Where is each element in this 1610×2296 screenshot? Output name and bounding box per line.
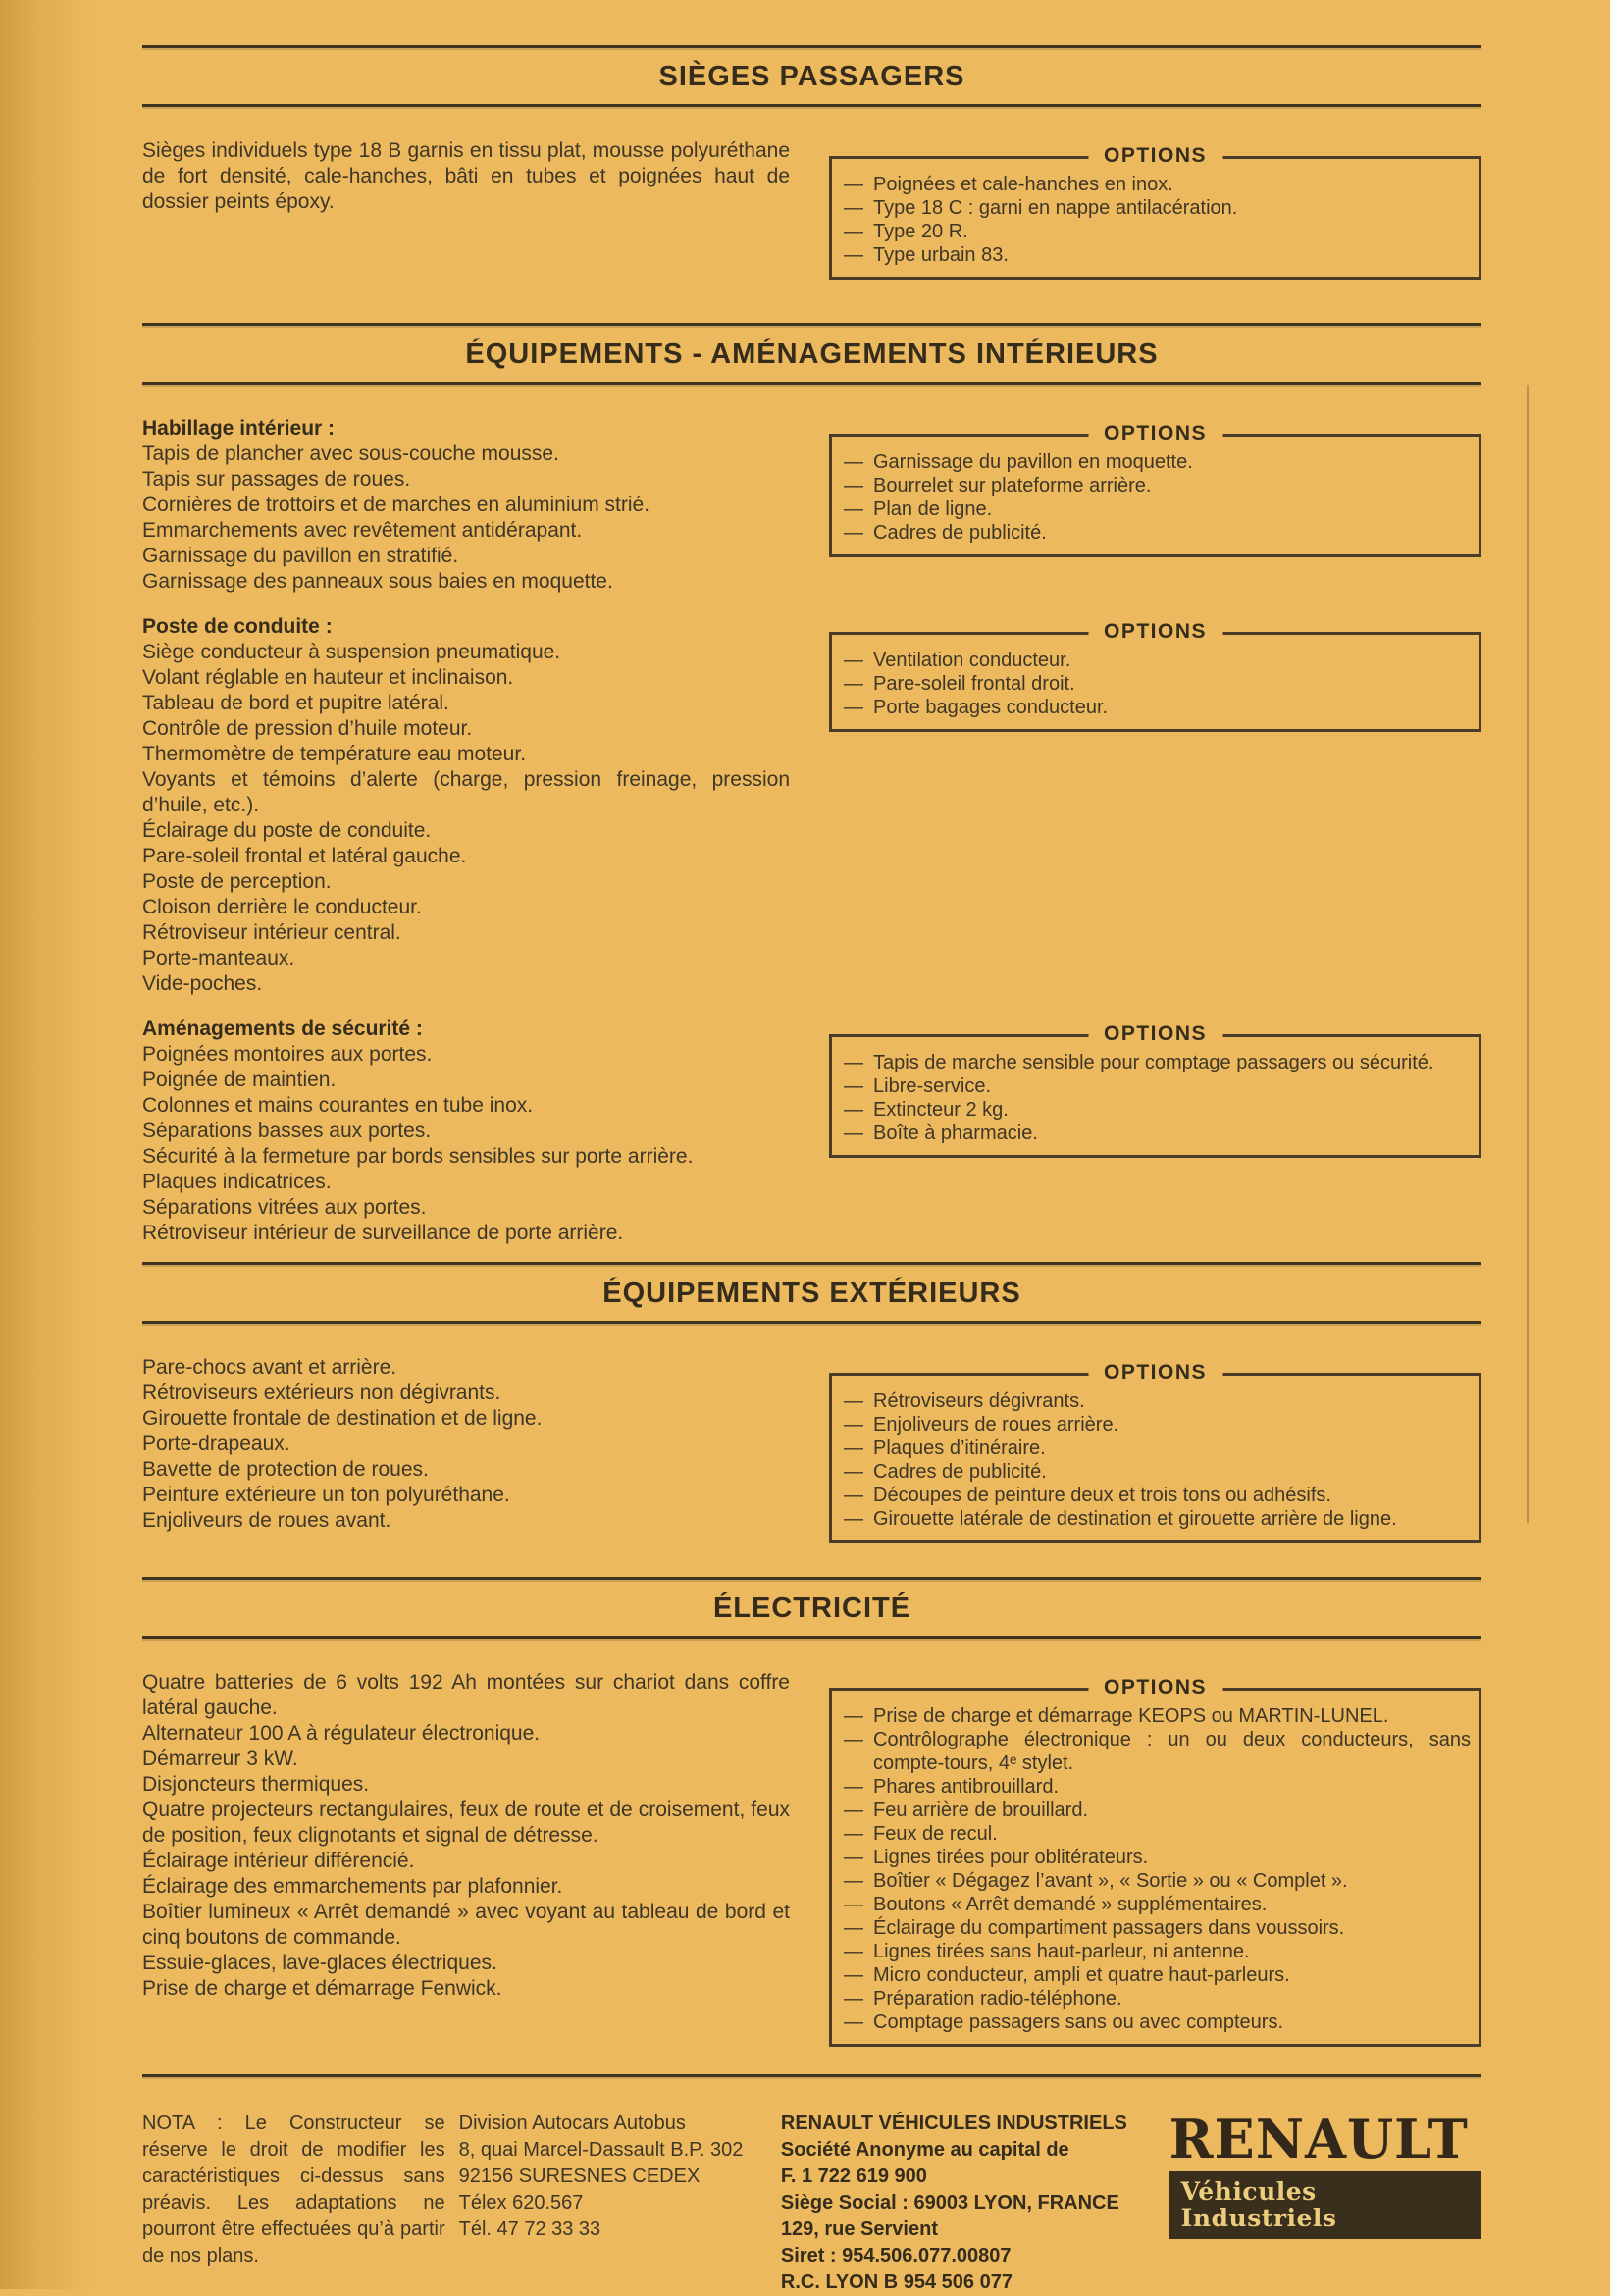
dash-icon: —	[844, 1508, 863, 1530]
options-box	[829, 422, 1481, 557]
options-item-text: Boutons « Arrêt demandé » supplémentaires.	[873, 1894, 1268, 1915]
options-item-text: Enjoliveurs de roues arrière.	[873, 1414, 1119, 1435]
options-item-text: Garnissage du pavillon en moquette.	[873, 451, 1193, 473]
options-item	[844, 1098, 1471, 1122]
spec-line: Sièges individuels type 18 B garnis en tissu plat, mousse polyuréthane de fort densité, cale-hanches, bâti en tubes et poignées haut de dossier peints époxy.	[142, 139, 790, 213]
left-column	[142, 1355, 790, 1534]
dash-icon: —	[844, 1729, 863, 1750]
footer	[142, 2108, 1481, 2296]
spec-line: Enjoliveurs de roues avant.	[142, 1509, 391, 1532]
renault-logo-wordmark: RENAULT	[1169, 2108, 1469, 2170]
spec-line: Tapis de plancher avec sous-couche mousse.	[142, 443, 559, 465]
spec-line: Boîtier lumineux « Arrêt demandé » avec voyant au tableau de bord et cinq boutons de commande.	[142, 1901, 790, 1949]
options-item-text: Contrôlographe électronique : un ou deux conducteurs, sans compte-tours, 4ᵉ stylet.	[873, 1729, 1471, 1774]
options-title: OPTIONS	[1088, 144, 1222, 168]
footer-line: Tél. 47 72 33 33	[458, 2218, 601, 2240]
section-equipements-amenagements-interieurs	[142, 323, 1481, 1246]
dash-icon: —	[844, 1941, 863, 1962]
footer-company-details	[781, 2111, 1160, 2296]
spec-line: Peinture extérieure un ton polyuréthane.	[142, 1484, 510, 1506]
dash-icon: —	[844, 1099, 863, 1121]
options-item	[844, 1074, 1471, 1098]
spec-line: Disjoncteurs thermiques.	[142, 1773, 370, 1796]
left-column	[142, 138, 790, 215]
options-item	[844, 1051, 1471, 1074]
spec-line: Éclairage des emmarchements par plafonnier.	[142, 1875, 563, 1898]
section-electricite	[142, 1577, 1481, 2047]
spec-line: Poignées montoires aux portes.	[142, 1043, 433, 1066]
options-item-text: Bourrelet sur plateforme arrière.	[873, 475, 1152, 496]
dash-icon: —	[844, 1800, 863, 1821]
left-column	[142, 614, 790, 997]
section-title: ÉLECTRICITÉ	[712, 1592, 911, 1624]
dash-icon: —	[844, 451, 863, 473]
dash-icon: —	[844, 1776, 863, 1798]
options-item-text: Boîtier « Dégagez l’avant », « Sortie » ou « Complet ».	[873, 1870, 1348, 1892]
dash-icon: —	[844, 522, 863, 544]
dash-icon: —	[844, 1917, 863, 1939]
spec-line: Voyants et témoins d’alerte (charge, pression freinage, pression d’huile, etc.).	[142, 768, 790, 816]
options-item	[844, 696, 1471, 719]
footer-line: 8, quai Marcel-Dassault B.P. 302	[458, 2139, 744, 2161]
options-item-text: Cadres de publicité.	[873, 522, 1047, 544]
spec-line: Éclairage intérieur différencié.	[142, 1850, 415, 1872]
options-items	[844, 173, 1471, 267]
options-item-text: Extincteur 2 kg.	[873, 1099, 1009, 1121]
dash-icon: —	[844, 697, 863, 718]
options-box	[829, 1676, 1481, 2047]
options-item	[844, 220, 1471, 243]
options-item-text: Phares antibrouillard.	[873, 1776, 1059, 1798]
section-equipements-exterieurs	[142, 1262, 1481, 1543]
options-item	[844, 450, 1471, 474]
spec-line: Emmarchements avec revêtement antidérapant.	[142, 519, 583, 542]
options-item-text: Feu arrière de brouillard.	[873, 1800, 1088, 1821]
section-title: ÉQUIPEMENTS EXTÉRIEURS	[602, 1278, 1021, 1309]
spec-line: Séparations vitrées aux portes.	[142, 1196, 427, 1219]
options-item-text: Lignes tirées pour oblitérateurs.	[873, 1847, 1149, 1868]
options-title: OPTIONS	[1088, 1022, 1222, 1046]
dash-icon: —	[844, 1414, 863, 1435]
spec-line: Rétroviseurs extérieurs non dégivrants.	[142, 1382, 501, 1404]
options-item	[844, 1122, 1471, 1145]
options-item	[844, 1893, 1471, 1916]
options-item	[844, 1775, 1471, 1799]
options-item	[844, 474, 1471, 497]
options-item-text: Micro conducteur, ampli et quatre haut-parleurs.	[873, 1964, 1290, 1986]
spec-line: Pare-soleil frontal et latéral gauche.	[142, 845, 467, 867]
options-box	[829, 144, 1481, 280]
spec-line: Alternateur 100 A à régulateur électronique.	[142, 1722, 541, 1745]
dash-icon: —	[844, 1075, 863, 1097]
options-item	[844, 1460, 1471, 1484]
spec-line: Porte-manteaux.	[142, 947, 295, 969]
spec-line: Tapis sur passages de roues.	[142, 468, 411, 491]
paper-edge-shading	[0, 0, 93, 2289]
scan-artifact-line	[1527, 385, 1529, 1523]
dash-icon: —	[844, 1870, 863, 1892]
options-item-text: Libre-service.	[873, 1075, 992, 1097]
spec-line: Vide-poches.	[142, 972, 263, 995]
spec-line: Tableau de bord et pupitre latéral.	[142, 692, 449, 714]
options-item-text: Type 20 R.	[873, 221, 968, 242]
spec-line: Rétroviseur intérieur de surveillance de porte arrière.	[142, 1222, 624, 1244]
spec-line: Colonnes et mains courantes en tube inox.	[142, 1094, 534, 1117]
left-column	[142, 1017, 790, 1246]
options-item	[844, 1799, 1471, 1822]
spec-line: Rétroviseur intérieur central.	[142, 921, 401, 944]
dash-icon: —	[844, 1705, 863, 1727]
spec-line: Quatre projecteurs rectangulaires, feux de route et de croisement, feux de position, feux clignotants et signal de détresse.	[142, 1799, 790, 1847]
spec-line: Plaques indicatrices.	[142, 1171, 332, 1193]
options-title: OPTIONS	[1088, 422, 1222, 445]
options-box	[829, 1022, 1481, 1158]
section-rows	[142, 416, 1481, 1246]
options-items	[844, 1051, 1471, 1145]
section-rule-bottom	[142, 1321, 1481, 1324]
spec-line: Cornières de trottoirs et de marches en aluminium strié.	[142, 494, 650, 516]
spec-line: Essuie-glaces, lave-glaces électriques.	[142, 1952, 497, 1974]
options-item	[844, 1484, 1471, 1507]
options-item-text: Feux de recul.	[873, 1823, 998, 1845]
spec-line: Prise de charge et démarrage Fenwick.	[142, 1977, 502, 2000]
spec-line: Bavette de protection de roues.	[142, 1458, 429, 1481]
section-row	[142, 614, 1481, 997]
spec-line: Porte-drapeaux.	[142, 1433, 290, 1455]
options-item	[844, 521, 1471, 545]
footer-line: Télex 620.567	[458, 2192, 584, 2214]
dash-icon: —	[844, 650, 863, 671]
options-item	[844, 1987, 1471, 2010]
section-rows	[142, 138, 1481, 280]
options-box	[829, 620, 1481, 732]
section-rows	[142, 1670, 1481, 2047]
options-title: OPTIONS	[1088, 1361, 1222, 1384]
left-column	[142, 1670, 790, 2002]
section-title: SIÈGES PASSAGERS	[658, 61, 965, 92]
renault-logo	[1169, 2108, 1481, 2296]
options-title: OPTIONS	[1088, 1676, 1222, 1699]
sections-container	[142, 45, 1481, 2047]
options-item-text: Cadres de publicité.	[873, 1461, 1047, 1483]
spec-line: Siège conducteur à suspension pneumatique.	[142, 641, 561, 663]
section-sieges-passagers	[142, 45, 1481, 280]
options-item-text: Plan de ligne.	[873, 498, 993, 520]
left-column	[142, 416, 790, 595]
footer-line: RENAULT VÉHICULES INDUSTRIELS	[780, 2113, 1127, 2134]
options-item-text: Ventilation conducteur.	[873, 650, 1071, 671]
options-item-text: Type urbain 83.	[873, 244, 1009, 266]
options-item	[844, 1436, 1471, 1460]
spec-line: Éclairage du poste de conduite.	[142, 819, 432, 842]
spec-line: Girouette frontale de destination et de ligne.	[142, 1407, 543, 1430]
dash-icon: —	[844, 1894, 863, 1915]
options-item	[844, 1940, 1471, 1963]
dash-icon: —	[844, 1823, 863, 1845]
dash-icon: —	[844, 1122, 863, 1144]
options-item-text: Rétroviseurs dégivrants.	[873, 1390, 1085, 1412]
dash-icon: —	[844, 174, 863, 195]
spec-line: Sécurité à la fermeture par bords sensibles sur porte arrière.	[142, 1145, 694, 1168]
footer-line: 129, rue Servient	[780, 2218, 938, 2240]
section-title: ÉQUIPEMENTS - AMÉNAGEMENTS INTÉRIEURS	[465, 339, 1159, 370]
section-rule-bottom	[142, 104, 1481, 107]
footer-line: 92156 SURESNES CEDEX	[458, 2166, 701, 2187]
options-item	[844, 1869, 1471, 1893]
dash-icon: —	[844, 1437, 863, 1459]
options-item-text: Type 18 C : garni en nappe antilacération.	[873, 197, 1238, 219]
options-item-text: Comptage passagers sans ou avec compteurs.	[873, 2011, 1283, 2033]
dash-icon: —	[844, 1964, 863, 1986]
options-item	[844, 1507, 1471, 1531]
footer-nota: NOTA : Le Constructeur se réserve le droit de modifier les caractéristiques ci-dessus sans préavis. Les adaptations ne pourront être effectuées qu’à partir de nos plans.	[142, 2113, 445, 2267]
spec-line: Garnissage du pavillon en stratifié.	[142, 545, 459, 567]
options-item	[844, 1846, 1471, 1869]
dash-icon: —	[844, 197, 863, 219]
options-item-text: Boîte à pharmacie.	[873, 1122, 1038, 1144]
options-item	[844, 243, 1471, 267]
options-item-text: Préparation radio-téléphone.	[873, 1988, 1122, 2009]
options-item	[844, 1728, 1471, 1775]
section-rows	[142, 1355, 1481, 1543]
dash-icon: —	[844, 1485, 863, 1506]
spec-line: Garnissage des panneaux sous baies en moquette.	[142, 570, 613, 593]
options-item-text: Lignes tirées sans haut-parleur, ni antenne.	[873, 1941, 1250, 1962]
section-row	[142, 416, 1481, 595]
section-rule-bottom	[142, 382, 1481, 385]
options-item	[844, 1822, 1471, 1846]
dash-icon: —	[844, 475, 863, 496]
dash-icon: —	[844, 221, 863, 242]
spec-line: Cloison derrière le conducteur.	[142, 896, 422, 918]
spec-line: Poignée de maintien.	[142, 1069, 337, 1091]
options-items	[844, 450, 1471, 545]
options-item	[844, 1963, 1471, 1987]
section-row	[142, 138, 1481, 280]
options-item	[844, 1389, 1471, 1413]
block-heading: Poste de conduite :	[142, 615, 333, 638]
section-row	[142, 1017, 1481, 1246]
options-item	[844, 1413, 1471, 1436]
dash-icon: —	[844, 498, 863, 520]
block-heading: Aménagements de sécurité :	[142, 1018, 423, 1040]
dash-icon: —	[844, 244, 863, 266]
footer-line: Division Autocars Autobus	[458, 2113, 686, 2134]
footer-division-address	[459, 2111, 771, 2296]
options-item	[844, 649, 1471, 672]
spec-line: Contrôle de pression d’huile moteur.	[142, 717, 473, 740]
options-items	[844, 649, 1471, 719]
options-item	[844, 497, 1471, 521]
options-item	[844, 672, 1471, 696]
footer-divider	[142, 2074, 1481, 2077]
options-items	[844, 1704, 1471, 2034]
section-rule-bottom	[142, 1636, 1481, 1639]
spec-line: Pare-chocs avant et arrière.	[142, 1356, 397, 1379]
options-item	[844, 173, 1471, 196]
spec-line: Volant réglable en hauteur et inclinaison.	[142, 666, 514, 689]
dash-icon: —	[844, 1461, 863, 1483]
footer-line: Siège Social : 69003 LYON, FRANCE	[780, 2192, 1119, 2214]
options-item	[844, 1704, 1471, 1728]
spec-line: Thermomètre de température eau moteur.	[142, 743, 527, 765]
section-row	[142, 1355, 1481, 1543]
options-item-text: Plaques d’itinéraire.	[873, 1437, 1046, 1459]
options-title: OPTIONS	[1088, 620, 1222, 644]
options-item	[844, 2010, 1471, 2034]
options-item-text: Porte bagages conducteur.	[873, 697, 1109, 718]
dash-icon: —	[844, 1052, 863, 1073]
options-item	[844, 196, 1471, 220]
spec-line: Séparations basses aux portes.	[142, 1120, 432, 1142]
spec-line: Poste de perception.	[142, 870, 332, 893]
section-row	[142, 1670, 1481, 2047]
dash-icon: —	[844, 1847, 863, 1868]
document	[142, 0, 1481, 2296]
options-item-text: Prise de charge et démarrage KEOPS ou MARTIN-LUNEL.	[873, 1705, 1389, 1727]
options-item-text: Éclairage du compartiment passagers dans voussoirs.	[873, 1917, 1345, 1939]
footer-line: Société Anonyme au capital de	[780, 2139, 1069, 2161]
footer-line: Siret : 954.506.077.00807	[780, 2245, 1012, 2267]
options-item-text: Poignées et cale-hanches en inox.	[873, 174, 1173, 195]
dash-icon: —	[844, 2011, 863, 2033]
options-box	[829, 1361, 1481, 1543]
spec-line: Quatre batteries de 6 volts 192 Ah montées sur chariot dans coffre latéral gauche.	[142, 1671, 790, 1719]
options-item-text: Pare-soleil frontal droit.	[873, 673, 1075, 695]
footer-line: F. 1 722 619 900	[780, 2166, 927, 2187]
dash-icon: —	[844, 673, 863, 695]
dash-icon: —	[844, 1390, 863, 1412]
options-item-text: Tapis de marche sensible pour comptage passagers ou sécurité.	[873, 1052, 1434, 1073]
spec-line: Démarreur 3 kW.	[142, 1748, 298, 1770]
options-item-text: Découpes de peinture deux et trois tons ou adhésifs.	[873, 1485, 1331, 1506]
footer-line: R.C. LYON B 954 506 077	[780, 2271, 1013, 2293]
block-heading: Habillage intérieur :	[142, 417, 336, 440]
dash-icon: —	[844, 1988, 863, 2009]
options-item-text: Girouette latérale de destination et girouette arrière de ligne.	[873, 1508, 1397, 1530]
options-items	[844, 1389, 1471, 1531]
options-item	[844, 1916, 1471, 1940]
renault-logo-subtitle: Véhicules Industriels	[1169, 2171, 1481, 2239]
